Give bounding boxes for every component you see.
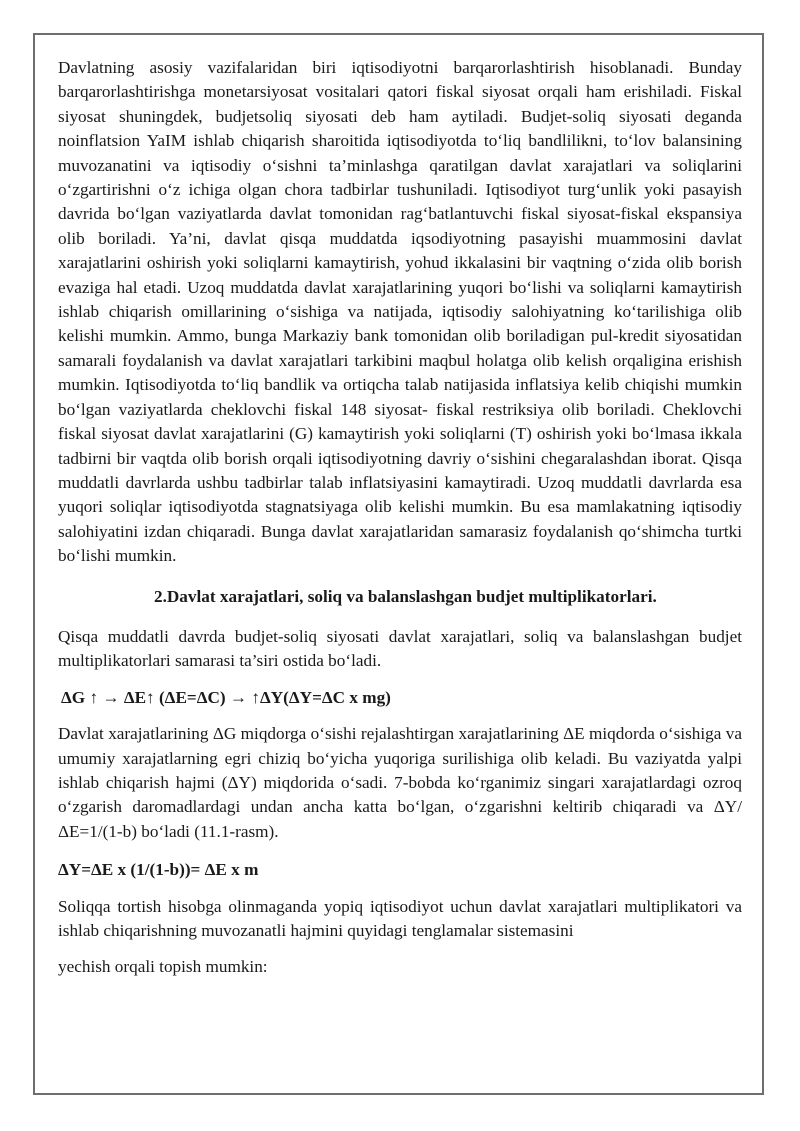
multiplier-intro-paragraph: Qisqa muddatli davrda budjet-soliq siyosati davlat xarajatlari, soliq va balanslashgan budjet multiplikatorlari samarasi ta’siri ostida bo‘ladi. [58,626,742,671]
section-heading: 2.Davlat xarajatlari, soliq va balanslashgan budjet multiplikatorlari. [154,586,657,606]
closed-economy-paragraph: Soliqqa tortish hisobga olinmaganda yopiq iqtisodiyot uchun davlat xarajatlari multiplikatori va ishlab chiqarishning muvozanatli hajmini quyidagi tenglamalar sistemasini [58,896,742,940]
closing-paragraph: yechish orqali topish mumkin: [58,957,268,977]
spending-effect-paragraph: Davlat xarajatlarining ΔG miqdorga o‘sishi rejalashtirgan xarajatlarining ΔE miqdorda o‘sishiga va umumiy xarajatlarning egri chiziq bo‘yicha yuqoriga surilishiga olib keladi. Bu vaziyatda yalpi ishlab chiqarish hajmi (ΔY) miqdorida o‘sadi. 7-bobda ko‘rganimiz singari xarajatlardagi ozroq o‘zgarish daromadlardagi undan ancha katta bo‘lgan, o‘zgarishni keltirib chiqaradi va ΔY/ ΔE=1/(1-b) bo‘ladi (11.1-rasm). [58,724,742,841]
multiplier-formula: ΔY=ΔE x (1/(1-b))= ΔE x m [58,860,259,880]
spending-chain-formula: ΔG ↑ → ΔE↑ (ΔE=ΔC) → ↑ΔY(ΔY=ΔC x mg) [61,687,391,707]
document-body [58,56,742,980]
intro-paragraph: Davlatning asosiy vazifalaridan biri iqtisodiyotni barqarorlashtirish hisoblanadi. Bunday barqarorlashtirishga monetarsiyosat vositalari qatori fiskal siyosat orqali ham erishiladi. Fiskal siyosat shuningdek, budjetsoliq siyosati deb ham aytiladi. Budjet-soliq siyosati deganda noinflatsion YaIM ishlab chiqarish sharoitida iqtisodiyotda to‘liq bandlilikni, to‘lov balansining muvozanatini va iqtisodiy o‘sishni ta’minlashga qaratilgan davlat xarajatlari va soliqlarini o‘zgartirishni o‘z ichiga olgan chora tadbirlar tushuniladi. Iqtisodiyot turg‘unlik yoki pasayish davrida bo‘lgan vaziyatlarda davlat tomonidan rag‘batlantuvchi fiskal siyosat-fiskal ekspansiya olib boriladi. Ya’ni, davlat qisqa muddatda iqsodiyotning pasayishi muammosini davlat xarajatlarini oshirish yoki soliqlarni kamaytirish, yohud ikkalasini bir vaqtning o‘zida olib borish evaziga hal etadi. Uzoq muddatda davlat xarajatlarining yuqori bo‘lishi va soliqlarni kamaytirish ishlab chiqarish omillarining o‘sishiga va natijada, iqtisodiy salohiyatning ko‘tarilishiga olib kelishi mumkin. Ammo, bunga Markaziy bank tomonidan olib boriladigan pul-kredit siyosatidan samarali foydalanish va davlat xarajatlari tarkibini maqbul holatga olib kelish orqaligina erishish mumkin. Iqtisodiyotda to‘liq bandlik va ortiqcha talab natijasida inflatsiya kelib chiqishi mumkin bo‘lgan vaziyatlarda cheklovchi fiskal 148 siyosat- fiskal restriksiya olib boriladi. Cheklovchi fiskal siyosat davlat xarajatlarini (G) kamaytirish yoki soliqlarni (T) oshirish yoki bo‘lmasa ikkala tadbirni bir vaqtda olib borish orqali iqtisodiyotning davriy o‘sishini chegaralashdan iborat. Qisqa muddatli davrlarda ushbu tadbirlar talab inflatsiyasini kamaytiradi. Uzoq muddatli davrlarda esa yuqori soliqlar iqtisodiyotda stagnatsiyaga olib kelishi mumkin. Bu esa mamlakatning iqtisodiy salohiyatini izdan chiqaradi. Bunga davlat xarajatlaridan samarasiz foydalanish qo‘shimcha turtki bo‘lishi mumkin. [58,58,742,566]
